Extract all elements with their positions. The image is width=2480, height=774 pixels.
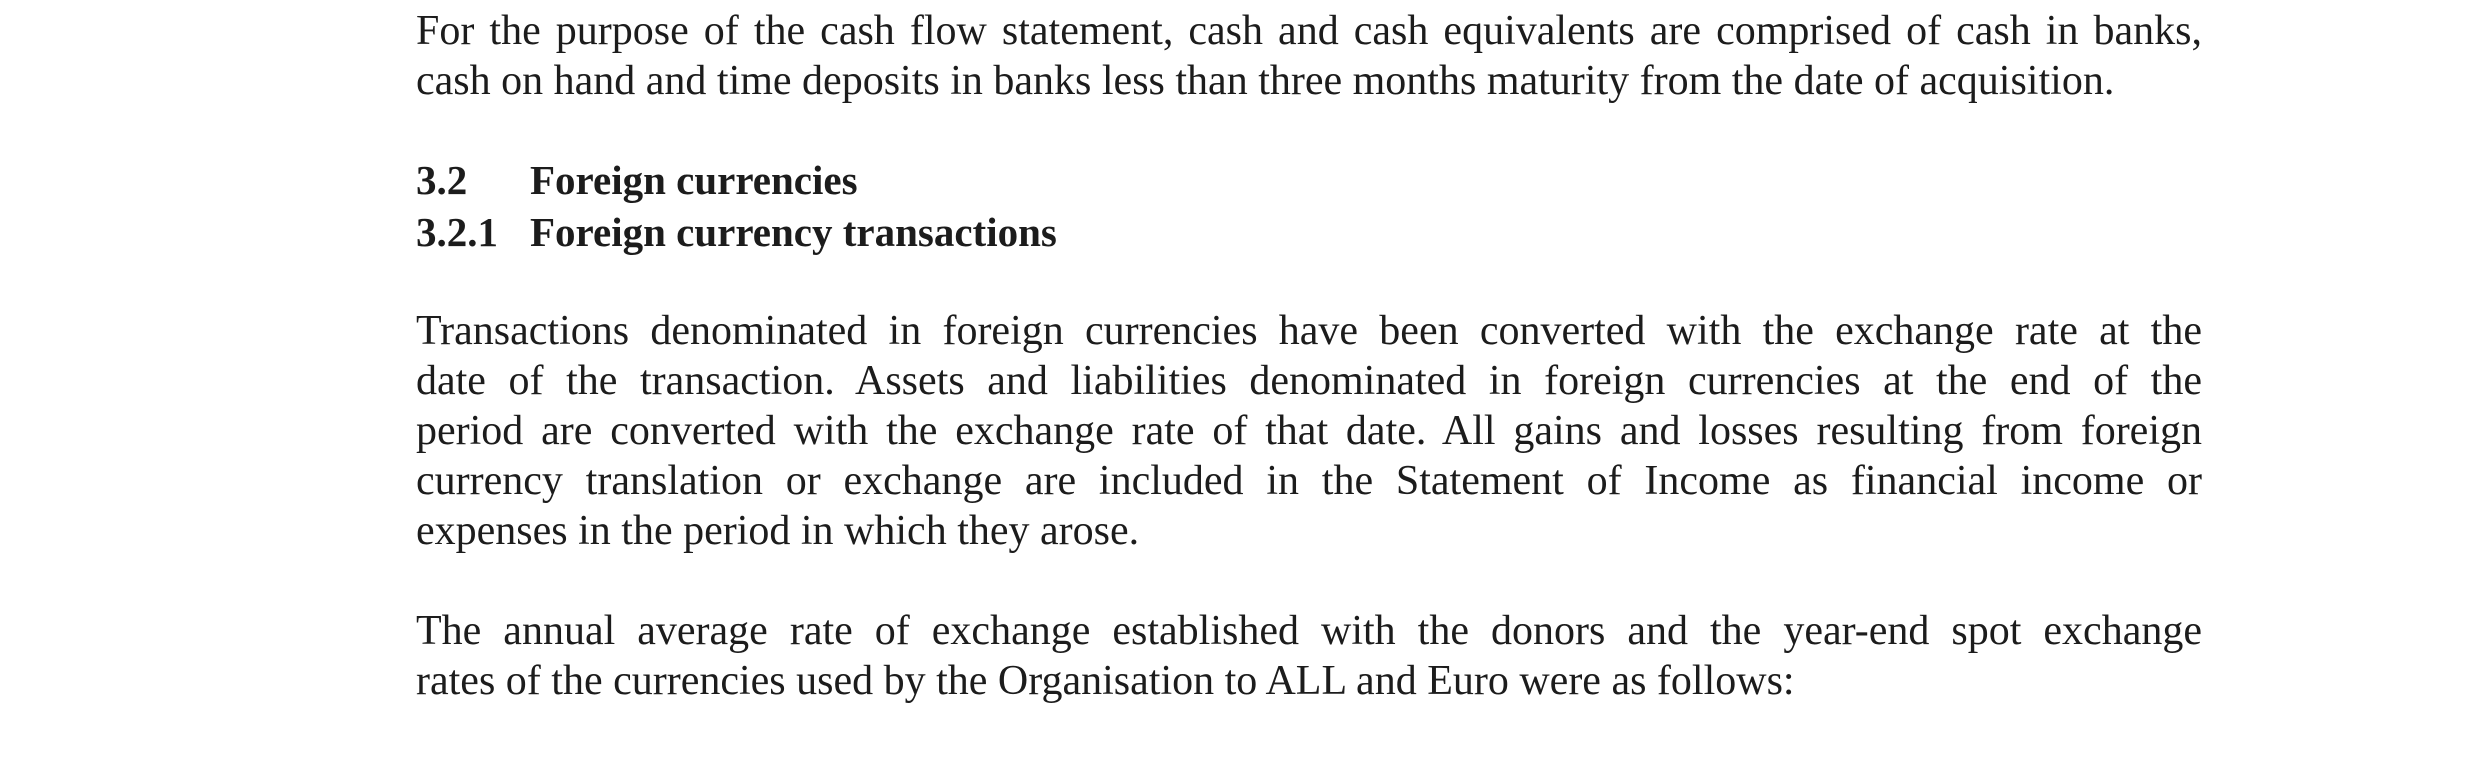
paragraph-line: date of the transaction. Assets and liabilities denominated in foreign currencies at the end of the xyxy=(416,358,2202,404)
section-title: Foreign currency transactions xyxy=(530,209,1057,255)
paragraph-line: Transactions denominated in foreign currencies have been converted with the exchange rate at the xyxy=(416,308,2202,354)
section-title: Foreign currencies xyxy=(530,157,858,203)
paragraph-line: rates of the currencies used by the Organisation to ALL and Euro were as follows: xyxy=(416,658,1795,704)
foreign-transactions-paragraph xyxy=(416,306,2202,556)
cash-equivalents-paragraph xyxy=(416,6,2202,106)
section-heading-3-2-1 xyxy=(416,208,1057,256)
paragraph-line: For the purpose of the cash flow statement, cash and cash equivalents are comprised of cash in banks, xyxy=(416,8,2202,54)
section-heading-3-2 xyxy=(416,156,858,204)
paragraph-line: expenses in the period in which they arose. xyxy=(416,508,1140,554)
paragraph-line: currency translation or exchange are included in the Statement of Income as financial income or xyxy=(416,458,2202,504)
section-number: 3.2.1 xyxy=(416,209,498,255)
paragraph-line: cash on hand and time deposits in banks less than three months maturity from the date of acquisition. xyxy=(416,58,2115,104)
paragraph-line: The annual average rate of exchange established with the donors and the year-end spot exchange xyxy=(416,608,2202,654)
exchange-rates-paragraph xyxy=(416,606,2202,706)
paragraph-line: period are converted with the exchange rate of that date. All gains and losses resulting from foreign xyxy=(416,408,2202,454)
section-number: 3.2 xyxy=(416,157,468,203)
